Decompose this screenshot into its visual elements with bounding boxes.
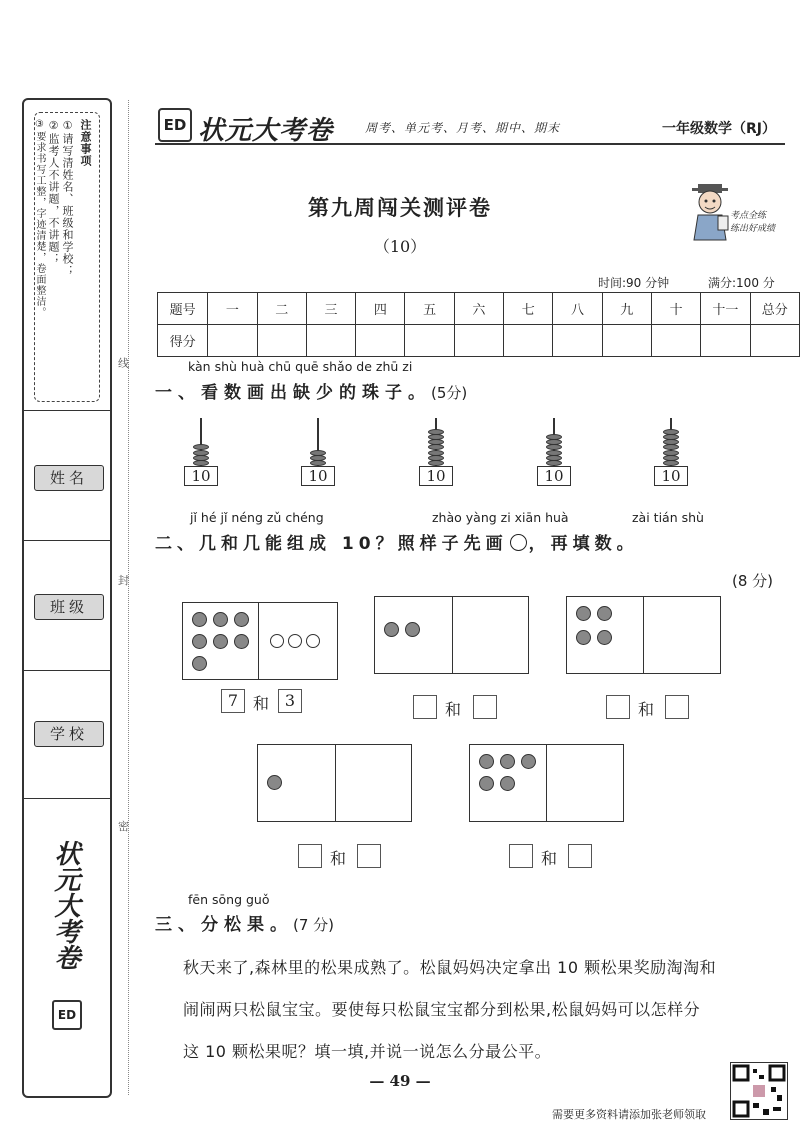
scholar-mascot-icon: [688, 182, 732, 246]
section2-pinyin-2: zhào yàng zi xiān huà: [432, 510, 569, 525]
section3-pinyin: fēn sōng guǒ: [188, 892, 270, 907]
abacus-bead: [310, 450, 326, 456]
table-cell: 五: [405, 293, 454, 325]
score-table-score-row: [158, 325, 800, 357]
counter-dot: [234, 634, 249, 649]
abacus-bead: [193, 450, 209, 456]
counter-dot: [521, 754, 536, 769]
counter-dot: [405, 622, 420, 637]
slogan: [730, 210, 775, 236]
section2-title-end: ，再填数。: [528, 534, 639, 554]
table-cell: 六: [454, 293, 503, 325]
drawn-circle: [270, 634, 284, 648]
answer-box[interactable]: [357, 844, 381, 868]
sidebar-divider: [24, 670, 110, 671]
abacus-bead: [310, 455, 326, 461]
notice-title: 注意事项: [79, 119, 92, 167]
ten-frame-divider: [335, 744, 336, 822]
answer-box[interactable]: [509, 844, 533, 868]
score-input-cell[interactable]: [405, 325, 454, 357]
section3-line-3: 这 10 颗松果呢？填一填,并说一说怎么分最公平。: [183, 1042, 552, 1061]
score-input-cell[interactable]: [306, 325, 355, 357]
abacus-bead: [546, 455, 562, 461]
table-cell: 题号: [158, 293, 208, 325]
abacus-bead: [193, 455, 209, 461]
and-label: 和: [445, 700, 462, 719]
sidebar-brand: 状元大考卷: [50, 840, 80, 970]
sidebar-divider: [24, 540, 110, 541]
section2-title-text: 二、几和几能组成 10？照样子先画: [155, 534, 508, 554]
sidebar-divider: [24, 410, 110, 411]
counter-dot: [576, 606, 591, 621]
and-label: 和: [638, 700, 655, 719]
counter-dot: [213, 634, 228, 649]
counter-dot: [479, 776, 494, 791]
qr-code-icon: [730, 1062, 788, 1120]
score-table: [157, 292, 800, 357]
answer-box[interactable]: 3: [278, 689, 302, 713]
answer-box[interactable]: 7: [221, 689, 245, 713]
drawn-circle: [288, 634, 302, 648]
score-input-cell[interactable]: [651, 325, 700, 357]
ten-frame-divider: [258, 602, 259, 680]
abacus-bead: [428, 429, 444, 435]
section3-line-1: 秋天来了,森林里的松果成熟了。松鼠妈妈决定拿出 10 颗松果奖励淘淘和: [183, 958, 717, 977]
abacus-value-label: 10: [419, 466, 453, 486]
abacus-bead: [546, 450, 562, 456]
answer-box[interactable]: [568, 844, 592, 868]
notice-box: [34, 112, 100, 402]
score-input-cell[interactable]: [701, 325, 750, 357]
ten-frame-divider: [452, 596, 453, 674]
score-input-cell[interactable]: [750, 325, 799, 357]
counter-dot: [384, 622, 399, 637]
exam-number: （10）: [373, 237, 427, 256]
slogan-line-1: 考点全练: [730, 211, 767, 221]
abacus-value-label: 10: [537, 466, 571, 486]
class-label: 班级: [34, 594, 104, 620]
table-cell: 十: [651, 293, 700, 325]
abacus-bead: [663, 455, 679, 461]
answer-box[interactable]: [413, 695, 437, 719]
counter-dot: [500, 776, 515, 791]
counter-dot: [576, 630, 591, 645]
slogan-line-2: 练出好成绩: [730, 224, 776, 234]
table-cell: 七: [504, 293, 553, 325]
abacus-bead: [428, 434, 444, 440]
abacus-bead: [663, 429, 679, 435]
notice-item-3: ③要求书写工整，字迹清楚，卷面整洁。: [34, 119, 45, 318]
abacus-bead: [663, 450, 679, 456]
abacus-bead: [428, 450, 444, 456]
abacus-bead: [428, 455, 444, 461]
cut-label-seal: 封: [118, 574, 129, 587]
section1-title-text: 一、看数画出缺少的珠子。: [155, 383, 431, 403]
counter-dot: [213, 612, 228, 627]
full-score: 满分:100 分: [708, 276, 775, 290]
counter-dot: [267, 775, 282, 790]
footer-note: 需要更多资料请添加张老师领取: [552, 1108, 706, 1121]
table-cell: 九: [602, 293, 651, 325]
abacus-bead: [663, 444, 679, 450]
answer-box[interactable]: [298, 844, 322, 868]
score-table-header-row: [158, 293, 800, 325]
section3-line-2: 闹闹两只松鼠宝宝。要使每只松鼠宝宝都分到松果,松鼠妈妈可以怎样分: [183, 1000, 701, 1019]
abacus-value-label: 10: [301, 466, 335, 486]
table-cell: 得分: [158, 325, 208, 357]
answer-box[interactable]: [473, 695, 497, 719]
abacus-bead: [546, 434, 562, 440]
score-input-cell[interactable]: [257, 325, 306, 357]
section2-pinyin-3: zài tián shù: [632, 510, 704, 525]
answer-box[interactable]: [606, 695, 630, 719]
counter-dot: [479, 754, 494, 769]
section1-title: [155, 378, 467, 403]
exam-scope: 周考、单元考、月考、期中、期末: [365, 121, 561, 135]
section2-title: [155, 529, 639, 554]
section1-score: (5分): [431, 384, 468, 402]
notice-item-2: ②监考人不讲题，不讲题；: [47, 119, 60, 265]
counter-dot: [500, 754, 515, 769]
sidebar-divider: [24, 798, 110, 799]
answer-box[interactable]: [665, 695, 689, 719]
table-cell: 十一: [701, 293, 750, 325]
cut-label-line: 线: [118, 357, 129, 370]
name-label: 姓名: [34, 465, 104, 491]
table-cell: 一: [208, 293, 257, 325]
counter-dot: [192, 656, 207, 671]
score-input-cell[interactable]: [208, 325, 257, 357]
counter-dot: [192, 612, 207, 627]
abacus-bead: [546, 444, 562, 450]
table-cell: 八: [553, 293, 602, 325]
counter-dot: [597, 630, 612, 645]
table-cell: 总分: [750, 293, 799, 325]
score-input-cell[interactable]: [602, 325, 651, 357]
circle-icon: [510, 534, 527, 551]
table-cell: 三: [306, 293, 355, 325]
and-label: 和: [330, 849, 347, 868]
counter-dot: [234, 612, 249, 627]
brand-title: 状元大考卷: [198, 116, 334, 146]
school-label: 学校: [34, 721, 104, 747]
score-input-cell[interactable]: [553, 325, 602, 357]
abacus-bead: [428, 444, 444, 450]
score-input-cell[interactable]: [454, 325, 503, 357]
score-input-cell[interactable]: [356, 325, 405, 357]
abacus-bead: [663, 434, 679, 440]
sidebar-logo: ED: [52, 1000, 82, 1030]
section3-score: (7 分): [293, 916, 335, 934]
table-cell: 二: [257, 293, 306, 325]
section1-pinyin: kàn shù huà chū quē shǎo de zhū zi: [188, 359, 413, 374]
abacus-value-label: 10: [654, 466, 688, 486]
abacus-value-label: 10: [184, 466, 218, 486]
section3-title: [155, 910, 334, 935]
abacus-bead: [193, 444, 209, 450]
section2-pinyin-1: jǐ hé jǐ néng zǔ chéng: [190, 510, 324, 525]
section2-score: (8 分): [732, 572, 774, 590]
notice-item-1: ①请写清姓名、班级和学校；: [61, 119, 74, 277]
table-cell: 四: [356, 293, 405, 325]
cut-label-secret: 密: [118, 820, 129, 833]
ten-frame-divider: [546, 744, 547, 822]
ten-frame-divider: [643, 596, 644, 674]
drawn-circle: [306, 634, 320, 648]
publisher-logo: ED: [158, 108, 192, 142]
counter-dot: [192, 634, 207, 649]
and-label: 和: [541, 849, 558, 868]
and-label: 和: [253, 694, 270, 713]
page-number: — 49 —: [369, 1072, 431, 1090]
exam-time: 时间:90 分钟: [598, 276, 670, 290]
grade-subject: 一年级数学（RJ）: [662, 121, 776, 137]
score-input-cell[interactable]: [504, 325, 553, 357]
section3-title-text: 三、分松果。: [155, 915, 293, 935]
counter-dot: [597, 606, 612, 621]
page-title: 第九周闯关测评卷: [308, 196, 492, 220]
